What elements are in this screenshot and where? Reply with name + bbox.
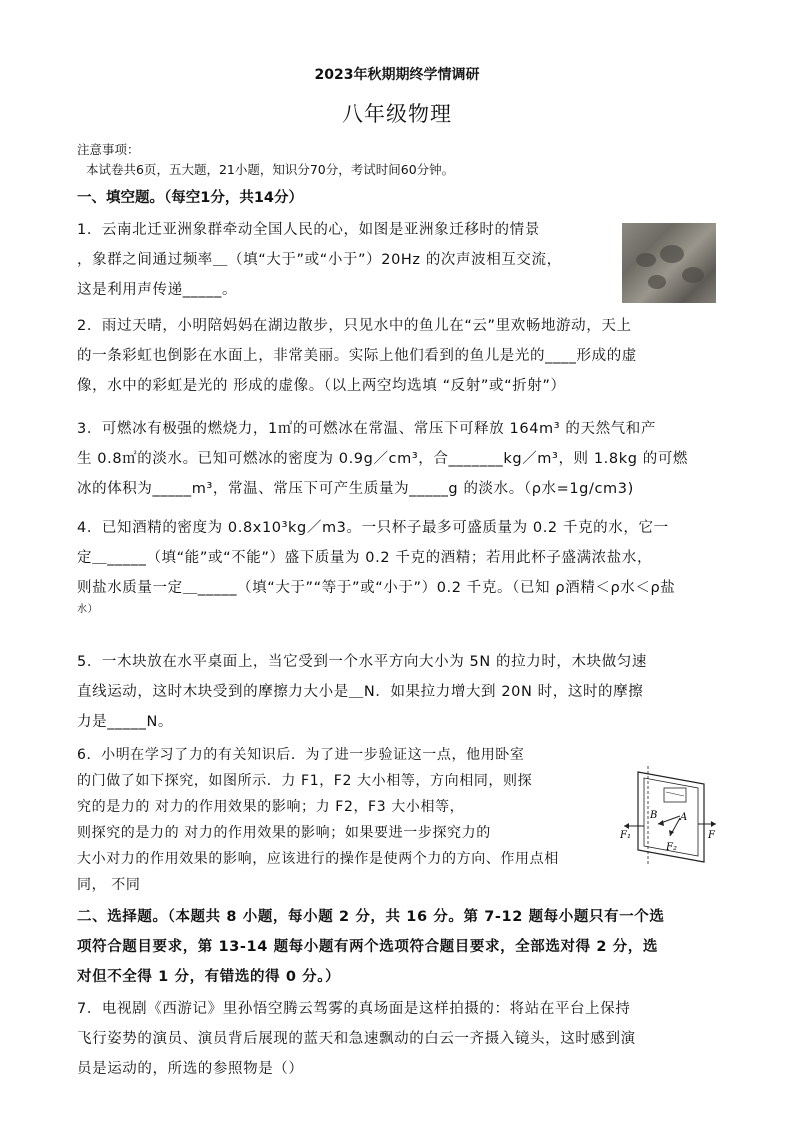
label-b: B (650, 810, 658, 821)
question-line: 大小对力的作用效果的影响，应该进行的操作是使两个力的方向、作用点相 (77, 851, 559, 867)
question-6 (77, 742, 609, 898)
question-line: 3．可燃冰有极强的燃烧力，1㎡的可燃冰在常温、常压下可释放 164m³ 的天然气和产 (77, 421, 656, 437)
question-line: 员是运动的，所选的参照物是（） (77, 1061, 304, 1077)
question-line: 7．电视剧《西游记》里孙悟空腾云驾雾的真场面是这样拍摄的：将站在平台上保持 (77, 1001, 631, 1017)
question-line: 力是_____N。 (77, 714, 173, 730)
notice-label: 注意事项： (77, 142, 140, 157)
section-choice-title (77, 902, 721, 992)
question-line: ，象群之间通过频率＿（填“大于”或“小于”）20Hz 的次声波相互交流， (77, 252, 562, 268)
question-line: 的门做了如下探究，如图所示．力 F1，F2 大小相等，方向相同，则探 (77, 773, 533, 789)
notice-text: 本试卷共6页，五大题，21小题，知识分70分，考试时间60分钟。 (86, 162, 455, 177)
question-line: 这是利用声传递_____。 (77, 282, 238, 298)
question-line: 像，水中的彩虹是光的 形成的虚像。（以上两空均选填 “反射”或“折射”） (77, 378, 566, 394)
question-1 (77, 215, 617, 305)
label-a: A (680, 812, 688, 823)
label-f2: F₂ (666, 842, 677, 853)
question-line: 生 0.8㎡的淡水。已知可燃冰的密度为 0.9g／cm³，合_______kg／m³，则 1.8kg 的可燃 (77, 451, 689, 467)
question-line: 究的是力的 对力的作用效果的影响；力 F2，F3 大小相等， (77, 799, 465, 815)
question-line: 飞行姿势的演员、演员背后展现的蓝天和急速飘动的白云一齐摄入镜头，这时感到演 (77, 1031, 636, 1047)
question-4 (77, 513, 721, 617)
question-line: 5．一木块放在水平桌面上，当它受到一个水平方向大小为 5N 的拉力时，木块做匀速 (77, 654, 648, 670)
label-f: F (708, 830, 715, 841)
question-line: 定＿_____（填“能”或“不能”）盛下质量为 0.2 千克的酒精；若用此杯子盛满浓盐水， (77, 550, 653, 566)
question-line: 4．已知酒精的密度为 0.8x10³kg／m3。一只杯子最多可盛质量为 0.2 千克的水，它一 (77, 520, 669, 536)
question-line: 2．雨过天晴，小明陪妈妈在湖边散步，只见水中的鱼儿在“云”里欢畅地游动，天上 (77, 318, 632, 334)
section-line: 对但不全得 1 分，有错选的得 0 分。） (77, 969, 341, 985)
section-fill-blank-title: 一、填空题。（每空1分，共14分） (77, 190, 304, 206)
question-7 (77, 994, 721, 1084)
door-force-diagram-icon (618, 766, 718, 866)
question-5 (77, 647, 721, 737)
question-line: 6．小明在学习了力的有关知识后．为了进一步验证这一点，他用卧室 (77, 747, 525, 763)
question-line: 则盐水质量一定＿_____（填“大于”“等于”或“小于”）0.2 千克。（已知 ρ酒精＜ρ水＜ρ盐 (77, 580, 676, 596)
section-line: 二、选择题。（本题共 8 小题，每小题 2 分，共 16 分。第 7-12 题每小题只有一个选 (77, 909, 665, 925)
question-3 (77, 414, 721, 504)
question-line: 冰的体积为_____m³，常温、常压下可产生质量为_____g 的淡水。（ρ水=1g/cm3) (77, 481, 634, 497)
question-2 (77, 311, 721, 401)
elephant-photo-icon (622, 223, 716, 303)
question-line: 直线运动，这时木块受到的摩擦力大小是＿N．如果拉力增大到 20N 时，这时的摩擦 (77, 684, 644, 700)
exam-title: 2023年秋期期终学情调研 (314, 67, 480, 83)
section-line: 项符合题目要求，第 13-14 题每小题有两个选项符合题目要求，全部选对得 2 分，选 (77, 939, 658, 955)
question-line: 则探究的是力的 对力的作用效果的影响；如果要进一步探究力的 (77, 825, 491, 841)
question-line: 的一条彩虹也倒影在水面上，非常美丽。实际上他们看到的鱼儿是光的____形成的虚 (77, 348, 637, 364)
subject-title: 八年级物理 (342, 102, 452, 126)
question-line: 水） (77, 604, 99, 615)
question-line: 同， 不同 (77, 877, 141, 893)
label-f1: F₁ (620, 830, 631, 841)
question-line: 1．云南北迁亚洲象群牵动全国人民的心，如图是亚洲象迁移时的情景 (77, 222, 540, 238)
